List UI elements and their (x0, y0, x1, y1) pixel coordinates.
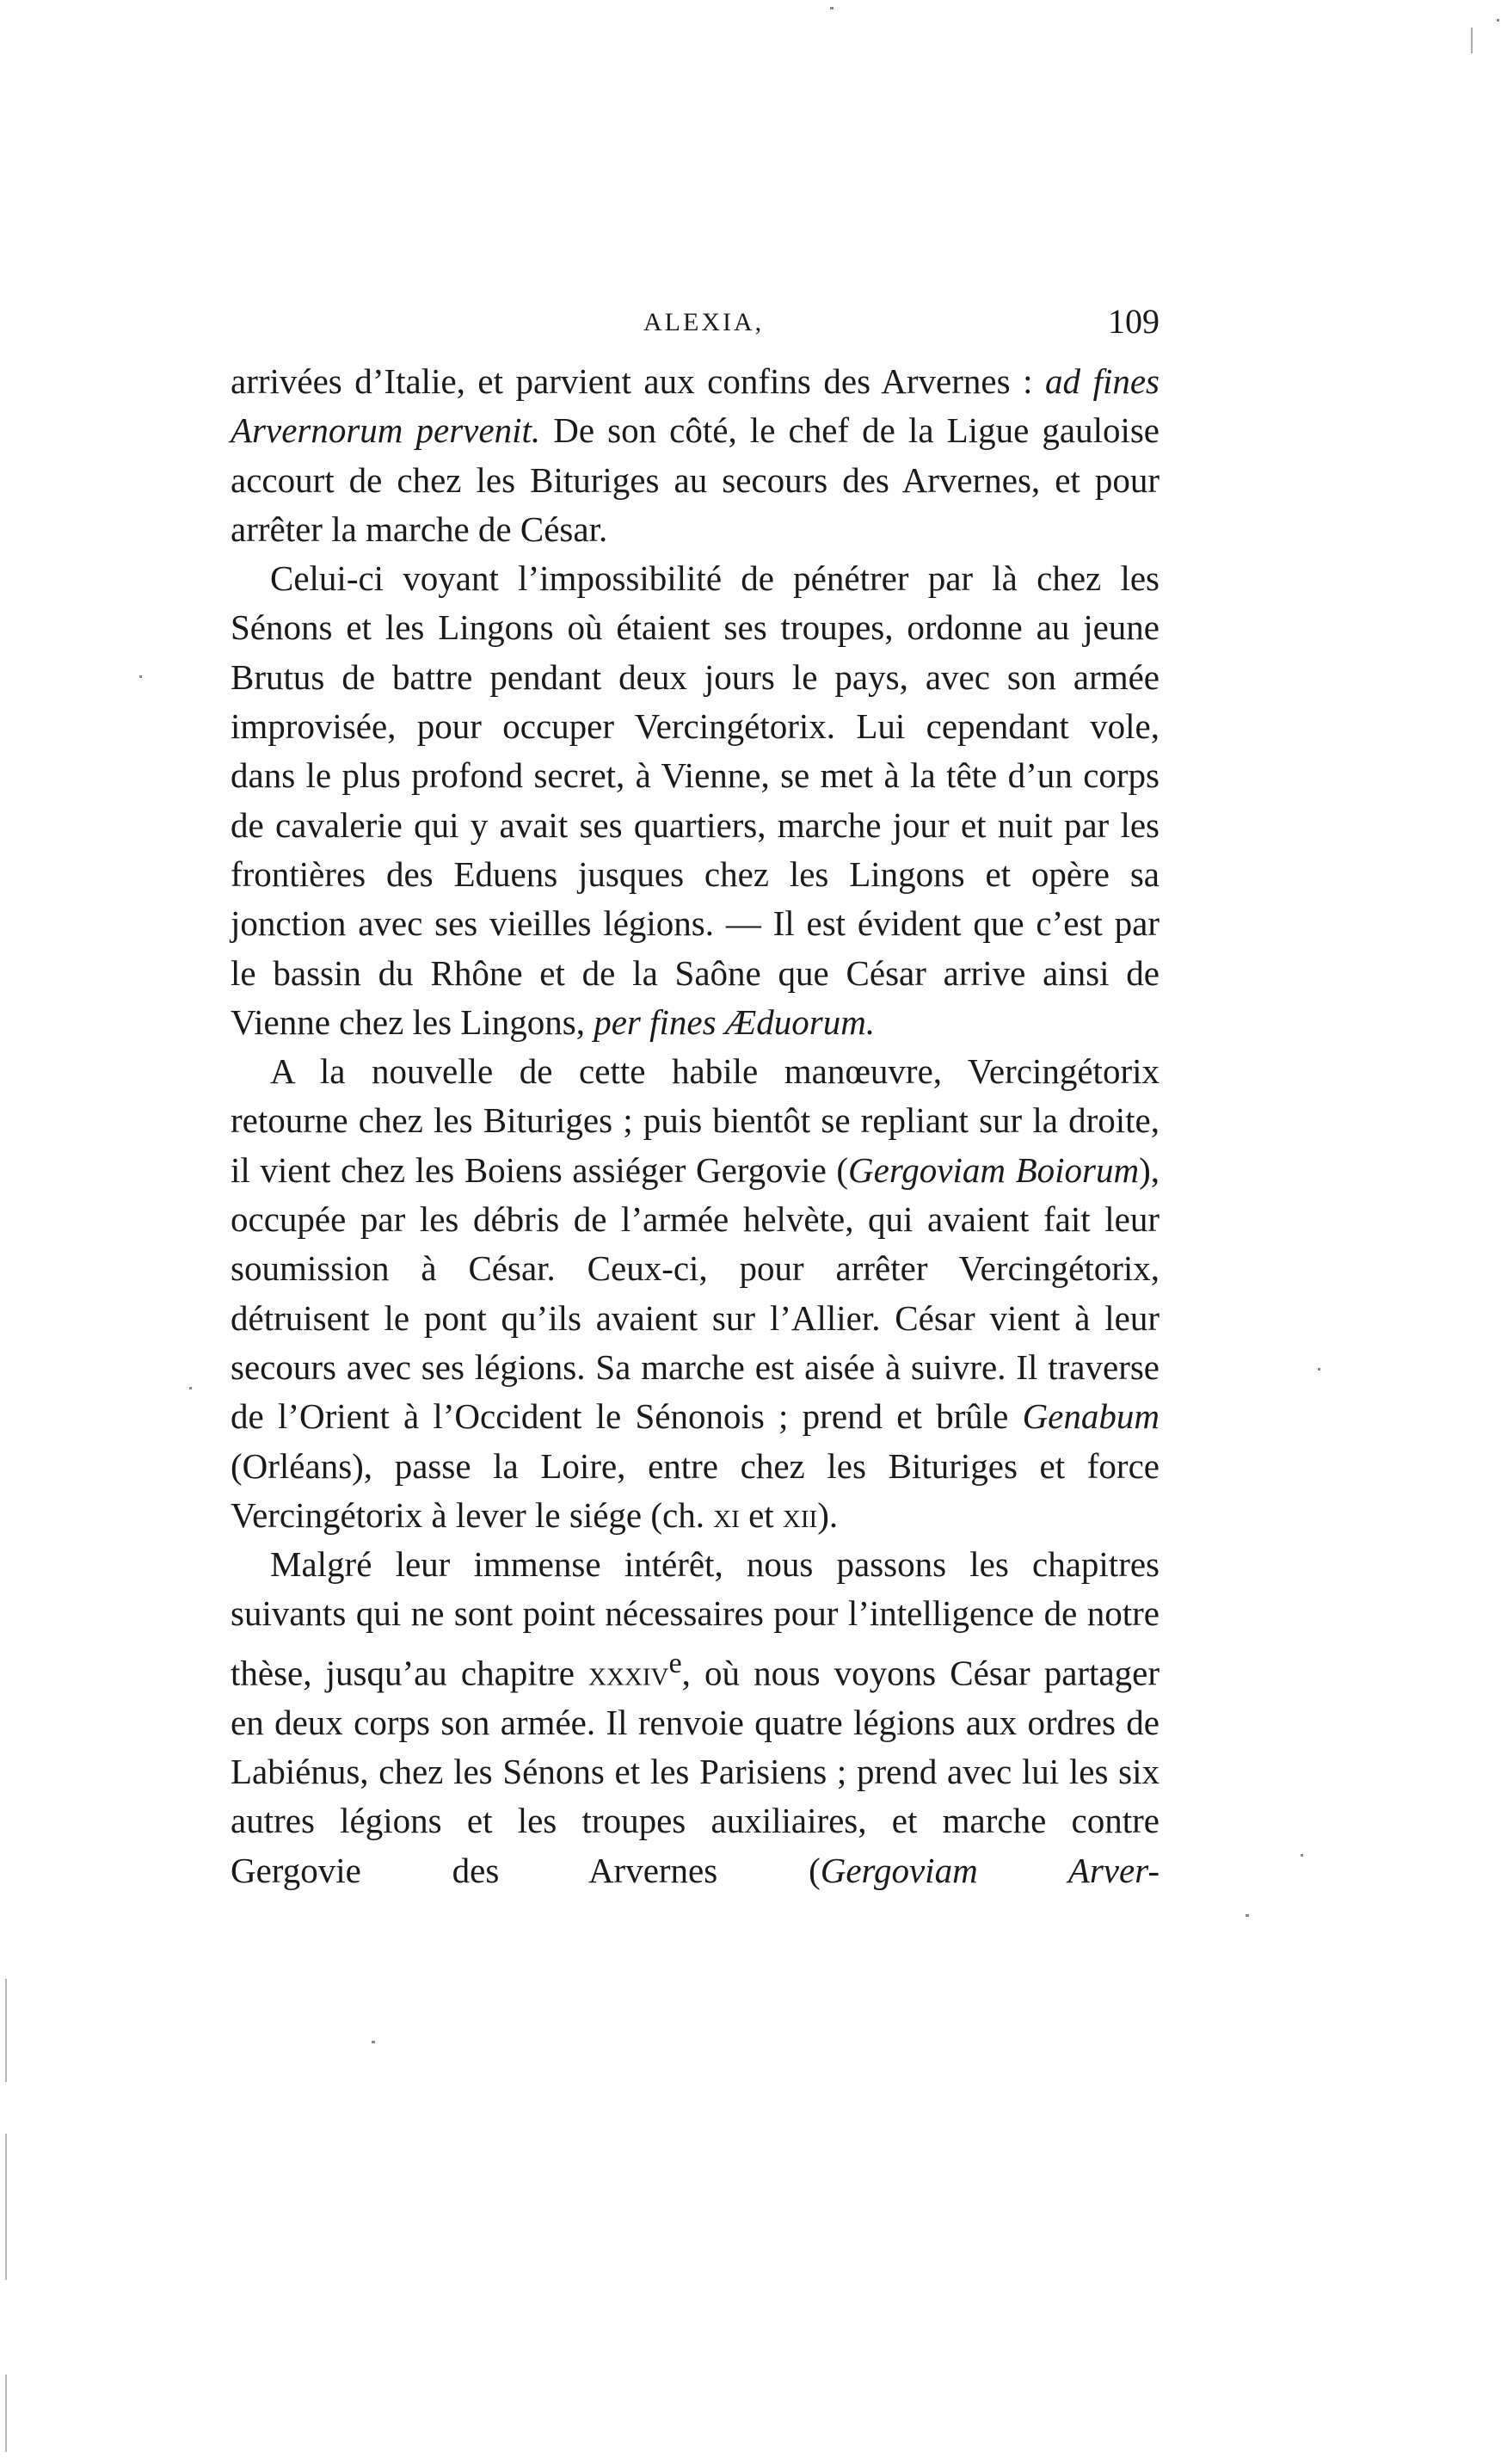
scan-speck (1318, 1368, 1320, 1371)
chapter-numeral: xxxiv (588, 1653, 669, 1693)
text-segment: Malgré leur immense intérêt, nous passons les chapitres suivants qui ne sont point nécessaires pour l’intelligence de notre thèse, jusqu’au chapitre (231, 1544, 1160, 1693)
latin-quote: Gergoviam Arver- (820, 1850, 1160, 1890)
page-number: 109 (1108, 302, 1160, 341)
text-segment: Celui-ci voyant l’impossibilité de pénétrer par là chez les Sénons et les Lingons où étaient ses troupes, ordonne au jeune Brutus de battre pendant deux jours le pays, avec son armée improvisée, pour occuper Vercingétorix. Lui cependant vole, dans le plus profond secret, à Vienne, se met à la tête d’un corps de cavalerie qui y avait ses quartiers, marche jour et nuit par les frontières des Eduens jusques chez les Lingons et opère sa jonction avec ses vieilles légions. — Il est évident que c’est par le bassin du Rhône et de la Saône que César arrive ainsi de Vienne chez les Lingons, (231, 558, 1160, 1042)
scan-speck (1497, 19, 1499, 22)
paragraph-1 (231, 357, 1160, 554)
scan-margin-line (5, 1979, 7, 2082)
text-segment: ). (817, 1494, 839, 1535)
scan-margin-line (5, 2375, 7, 2452)
running-header (231, 301, 1160, 344)
scan-speck (1301, 1854, 1303, 1857)
text-segment: et (739, 1494, 783, 1535)
ordinal-superscript: e (668, 1647, 682, 1679)
scan-speck (372, 2041, 375, 2043)
paragraph-3 (231, 1047, 1160, 1540)
latin-place-name: Genabum (1022, 1396, 1160, 1437)
latin-quote: per fines Æduorum. (594, 1001, 876, 1042)
scan-speck (189, 1387, 192, 1389)
chapter-numeral: xi (713, 1494, 740, 1535)
text-segment: A la nouvelle de cette habile manœuvre, Vercingétorix retourne chez les Bituriges ; puis bientôt se repliant sur la droite, il vient chez les Boiens assiéger Gergovie ( (231, 1051, 1160, 1190)
text-segment: ), occupée par les débris de l’armée helvète, qui avaient fait leur soumission à César. Ceux-ci, pour arrêter Vercingétorix, détruisent le pont qu’ils avaient sur l’Allier. César vient à leur secours avec ses légions. Sa marche est aisée à suivre. Il traverse de l’Orient à l’Occident le Sénonois ; prend et brûle (231, 1149, 1160, 1437)
text-segment: De son côté, le chef de la Ligue gauloise accourt de chez les Bituriges au secours des Arvernes, et pour arrêter la marche de César. (231, 410, 1160, 549)
chapter-numeral: xii (782, 1494, 818, 1535)
text-segment: arrivées d’Italie, et parvient aux confins des Arvernes : (231, 361, 1046, 401)
paragraph-2 (231, 554, 1160, 1047)
scan-speck (1246, 1914, 1249, 1917)
scan-speck (139, 675, 142, 678)
scan-speck (830, 7, 834, 9)
text-segment: (Orléans), passe la Loire, entre chez les Bituriges et force Vercingétorix à lever le siége (ch. (231, 1445, 1160, 1535)
text-segment: , où nous voyons César partager en deux corps son armée. Il renvoie quatre légions aux ordres de Labiénus, chez les Sénons et les Parisiens ; prend avec lui les six autres légions et les troupes auxiliaires, et marche contre Gergovie des Arvernes ( (231, 1653, 1160, 1890)
scan-margin-line (5, 2134, 7, 2280)
body-text (231, 357, 1160, 1895)
scan-speck (1471, 28, 1473, 53)
latin-quote: ad fines Arvernorum pervenit. (231, 361, 1160, 451)
paragraph-4 (231, 1540, 1160, 1895)
running-title: ALEXIA, (643, 308, 765, 336)
latin-quote: Gergoviam Boiorum (848, 1149, 1140, 1190)
